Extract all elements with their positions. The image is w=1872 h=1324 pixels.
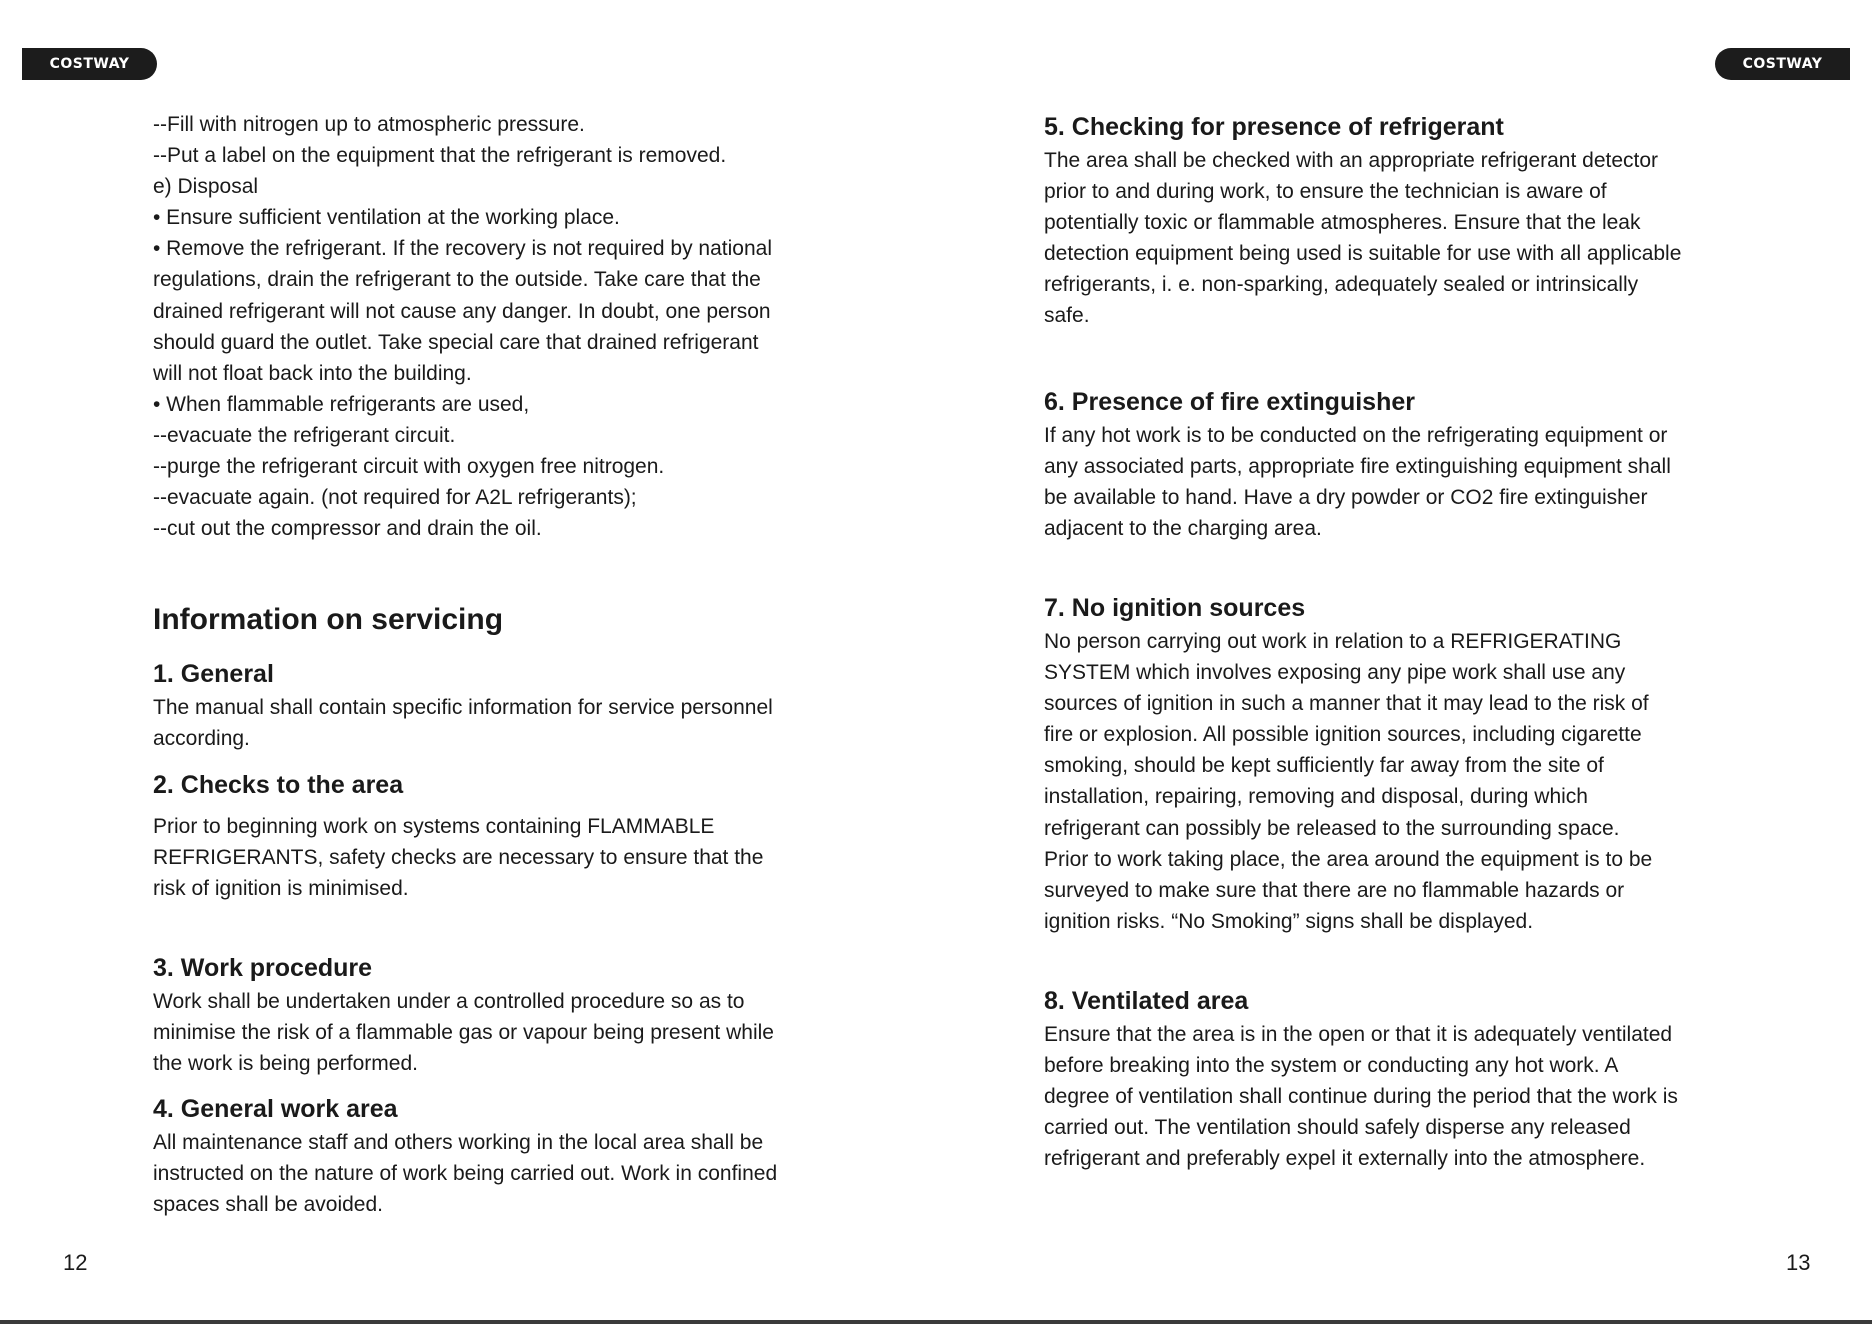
section-fire-extinguisher [1044, 384, 1784, 544]
text-line: detection equipment being used is suitable for use with all applicable [1044, 242, 1682, 266]
text-line: SYSTEM which involves exposing any pipe work shall use any [1044, 661, 1626, 685]
text-line: refrigerant and preferably expel it externally into the atmosphere. [1044, 1147, 1646, 1171]
text-line: No person carrying out work in relation to a REFRIGERATING [1044, 629, 1622, 653]
section-general-work-area [153, 1091, 843, 1220]
disposal-instructions [153, 109, 843, 544]
text-line: refrigerants, i. e. non-sparking, adequately sealed or intrinsically [1044, 273, 1639, 297]
text-line: • Remove the refrigerant. If the recovery is not required by national [153, 237, 772, 261]
text-line: --purge the refrigerant circuit with oxygen free nitrogen. [153, 455, 665, 479]
text-line: --cut out the compressor and drain the oil. [153, 517, 542, 541]
section-heading: 4. General work area [153, 1095, 398, 1124]
text-line: instructed on the nature of work being carried out. Work in confined [153, 1162, 778, 1186]
left-page-content [153, 109, 843, 1232]
text-line: If any hot work is to be conducted on the refrigerating equipment or [1044, 423, 1668, 447]
text-line: according. [153, 727, 250, 751]
brand-logo-right: COSTWAY [1715, 48, 1850, 80]
text-line: risk of ignition is minimised. [153, 876, 409, 900]
page-number: 12 [63, 1250, 88, 1275]
text-line: sources of ignition in such a manner that it may lead to the risk of [1044, 692, 1649, 716]
section-heading: 1. General [153, 660, 274, 689]
section-no-ignition-sources [1044, 590, 1784, 937]
text-line: be available to hand. Have a dry powder or CO2 fire extinguisher [1044, 485, 1648, 509]
section-heading: 2. Checks to the area [153, 770, 404, 799]
text-line: spaces shall be avoided. [153, 1193, 383, 1217]
text-line: --Put a label on the equipment that the refrigerant is removed. [153, 144, 727, 168]
text-line: ignition risks. “No Smoking” signs shall be displayed. [1044, 909, 1534, 933]
page-number: 13 [1786, 1250, 1811, 1275]
text-line: should guard the outlet. Take special care that drained refrigerant [153, 330, 759, 354]
text-line: • Ensure sufficient ventilation at the working place. [153, 206, 620, 230]
section-heading: 8. Ventilated area [1044, 986, 1249, 1015]
section-work-procedure [153, 950, 843, 1079]
text-line: All maintenance staff and others working in the local area shall be [153, 1131, 764, 1155]
text-line: minimise the risk of a flammable gas or vapour being present while [153, 1020, 774, 1044]
text-line: drained refrigerant will not cause any danger. In doubt, one person [153, 299, 771, 323]
text-line: --evacuate again. (not required for A2L refrigerants); [153, 486, 637, 510]
section-heading: 5. Checking for presence of refrigerant [1044, 113, 1504, 141]
text-line: The area shall be checked with an appropriate refrigerant detector [1044, 149, 1659, 172]
section-general [153, 656, 843, 754]
text-line: will not float back into the building. [153, 361, 472, 385]
text-line: refrigerant can possibly be released to the surrounding space. [1044, 816, 1620, 840]
section-checks-to-area [153, 767, 843, 904]
text-line: the work is being performed. [153, 1051, 418, 1075]
section-heading: 7. No ignition sources [1044, 593, 1306, 622]
section-title: Information on servicing [153, 603, 504, 637]
bottom-border-rule [0, 1320, 1872, 1324]
text-line: surveyed to make sure that there are no flammable hazards or [1044, 878, 1625, 902]
text-line: Prior to beginning work on systems containing FLAMMABLE [153, 814, 715, 838]
text-line: REFRIGERANTS, safety checks are necessary to ensure that the [153, 845, 764, 869]
text-line: --Fill with nitrogen up to atmospheric pressure. [153, 113, 585, 136]
right-page [936, 0, 1872, 1324]
text-line: Prior to work taking place, the area around the equipment is to be [1044, 847, 1653, 871]
text-line: regulations, drain the refrigerant to the outside. Take care that the [153, 268, 761, 292]
text-line: --evacuate the refrigerant circuit. [153, 423, 456, 447]
text-line: • When flammable refrigerants are used, [153, 392, 530, 416]
section-checking-refrigerant [1044, 109, 1784, 332]
text-line: degree of ventilation shall continue during the period that the work is [1044, 1085, 1678, 1109]
text-line: prior to and during work, to ensure the technician is aware of [1044, 180, 1607, 204]
text-line: installation, repairing, removing and disposal, during which [1044, 785, 1588, 809]
section-ventilated-area [1044, 983, 1784, 1174]
brand-logo-left: COSTWAY [22, 48, 157, 80]
text-line: any associated parts, appropriate fire extinguishing equipment shall [1044, 454, 1671, 478]
text-line: fire or explosion. All possible ignition sources, including cigarette [1044, 723, 1642, 747]
text-line: Work shall be undertaken under a controlled procedure so as to [153, 989, 745, 1013]
text-line: Ensure that the area is in the open or that it is adequately ventilated [1044, 1022, 1673, 1046]
text-line: carried out. The ventilation should safely disperse any released [1044, 1116, 1631, 1140]
text-line: safe. [1044, 304, 1090, 328]
text-line: adjacent to the charging area. [1044, 516, 1322, 540]
text-line: potentially toxic or flammable atmospheres. Ensure that the leak [1044, 211, 1641, 235]
text-line: The manual shall contain specific information for service personnel [153, 696, 773, 720]
section-heading: 3. Work procedure [153, 953, 373, 982]
text-line: before breaking into the system or conducting any hot work. A [1044, 1053, 1619, 1077]
text-line: e) Disposal [153, 175, 259, 199]
text-line: smoking, should be kept sufficiently far away from the site of [1044, 754, 1604, 778]
right-page-content [1044, 109, 1784, 1186]
section-heading: 6. Presence of fire extinguisher [1044, 387, 1415, 416]
